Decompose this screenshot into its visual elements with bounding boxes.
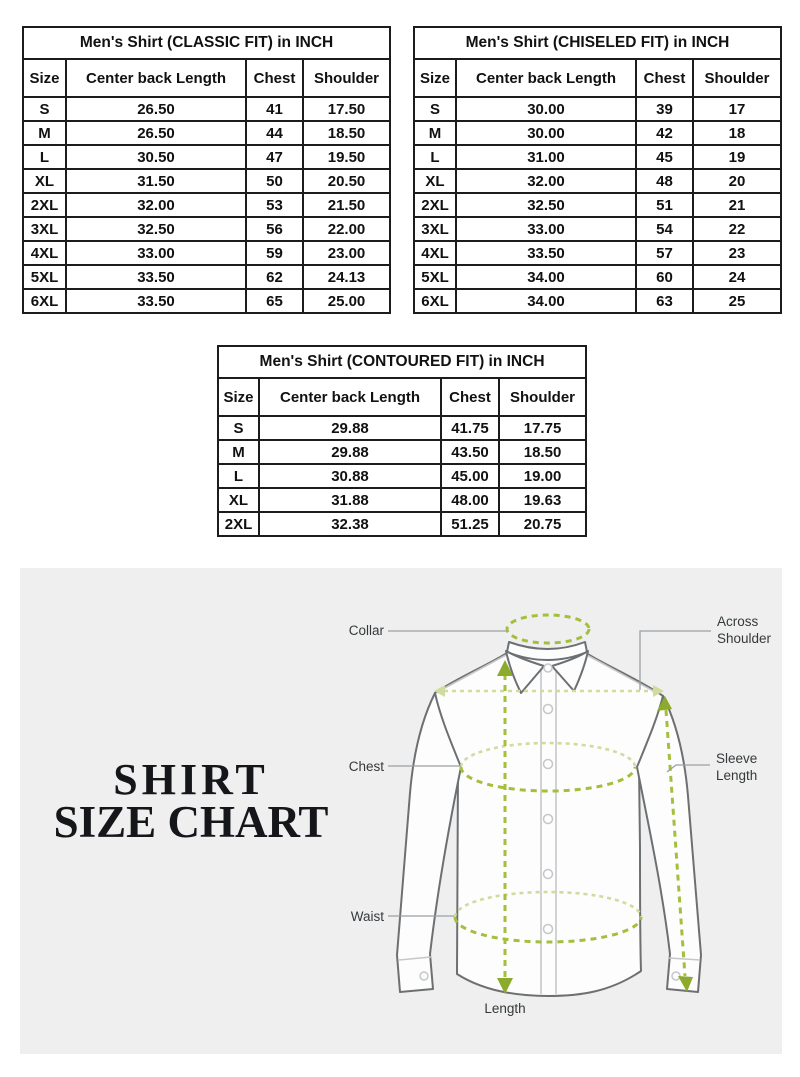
table-cell: 19.63 [499,488,586,512]
column-header: Size [218,378,259,416]
column-header: Center back Length [66,59,246,97]
table-cell: 26.50 [66,121,246,145]
table-row [414,265,781,289]
table-cell: 4XL [23,241,66,265]
table-cell: 33.50 [66,289,246,313]
table-cell: 25 [693,289,781,313]
table-cell: 23 [693,241,781,265]
table-row [23,97,390,121]
table-cell: 20 [693,169,781,193]
across-shoulder-leader [640,631,711,690]
table-cell: 59 [246,241,303,265]
table-row [414,289,781,313]
table-cell: 63 [636,289,693,313]
column-header: Shoulder [693,59,781,97]
shirt-button [544,870,553,879]
table-row [23,217,390,241]
table-row [414,217,781,241]
table-cell: 18.50 [499,440,586,464]
table-row [218,488,586,512]
shirt-diagram-panel [20,568,782,1054]
table-cell: 17.50 [303,97,390,121]
table-cell: 30.88 [259,464,441,488]
shirt-button [544,760,553,769]
table-title: Men's Shirt (CLASSIC FIT) in INCH [23,27,390,59]
table-cell: 18.50 [303,121,390,145]
table-cell: 21.50 [303,193,390,217]
table-cell: 24.13 [303,265,390,289]
across-shoulder-line1: Across [717,614,759,629]
table-cell: 32.00 [66,193,246,217]
table-cell: 2XL [23,193,66,217]
table-cell: 33.50 [66,265,246,289]
table-cell: 19.50 [303,145,390,169]
table-cell: 39 [636,97,693,121]
table-row [23,121,390,145]
table-cell: XL [218,488,259,512]
table-cell: 32.50 [66,217,246,241]
table-cell: 57 [636,241,693,265]
table-row [23,241,390,265]
table-cell: 56 [246,217,303,241]
table-title-row [218,346,586,378]
table-header-row [23,59,390,97]
table-cell: 51 [636,193,693,217]
table-cell: 31.88 [259,488,441,512]
table-cell: 33.00 [456,217,636,241]
size-table-contoured-fit [217,345,587,537]
table-cell: 62 [246,265,303,289]
table-cell: 17.75 [499,416,586,440]
chest-label: Chest [348,759,384,774]
table-cell: 45 [636,145,693,169]
table-cell: 33.50 [456,241,636,265]
table-cell: 45.00 [441,464,499,488]
table-cell: 26.50 [66,97,246,121]
table-cell: 5XL [414,265,456,289]
table-cell: 6XL [23,289,66,313]
table-row [414,169,781,193]
table-cell: XL [23,169,66,193]
table-cell: 23.00 [303,241,390,265]
table-cell: L [23,145,66,169]
column-header: Chest [441,378,499,416]
table-cell: M [23,121,66,145]
table-cell: 17 [693,97,781,121]
table-header-row [218,378,586,416]
sleeve-length-line2: Length [716,768,758,783]
shirt-button [544,705,553,714]
heading-size-chart: SIZE CHART [53,797,329,847]
sleeve-length-label [716,750,757,784]
length-label: Length [484,1001,526,1016]
table-cell: 24 [693,265,781,289]
table-cell: 25.00 [303,289,390,313]
table-cell: 2XL [218,512,259,536]
table-row [23,289,390,313]
sleeve-length-line1: Sleeve [716,751,758,766]
table-cell: 3XL [23,217,66,241]
table-cell: L [218,464,259,488]
table-title: Men's Shirt (CHISELED FIT) in INCH [414,27,781,59]
table-cell: 31.00 [456,145,636,169]
size-table-classic-fit [22,26,391,314]
table-cell: 30.00 [456,121,636,145]
table-cell: 20.75 [499,512,586,536]
table-cell: 4XL [414,241,456,265]
table-cell: M [218,440,259,464]
column-header: Shoulder [499,378,586,416]
table-cell: 50 [246,169,303,193]
diagram-heading [26,755,356,847]
table-cell: 19.00 [499,464,586,488]
table-cell: L [414,145,456,169]
table-cell: 34.00 [456,265,636,289]
table-cell: 29.88 [259,416,441,440]
table-title-row [23,27,390,59]
table-row [218,440,586,464]
collar-button [544,664,552,672]
table-cell: 48.00 [441,488,499,512]
table-row [414,241,781,265]
table-cell: 30.00 [456,97,636,121]
column-header: Size [414,59,456,97]
table-cell: 54 [636,217,693,241]
table-cell: 41 [246,97,303,121]
heading-shirt: SHIRT [113,755,269,804]
table-cell: 53 [246,193,303,217]
column-header: Center back Length [259,378,441,416]
table-cell: 51.25 [441,512,499,536]
table-cell: 6XL [414,289,456,313]
table-header-row [414,59,781,97]
column-header: Center back Length [456,59,636,97]
across-shoulder-line2: Shoulder [717,631,772,646]
table-cell: 48 [636,169,693,193]
column-header: Size [23,59,66,97]
table-cell: 5XL [23,265,66,289]
table-cell: 32.38 [259,512,441,536]
cuff-button-right [672,972,680,980]
table-row [23,169,390,193]
waist-label: Waist [350,909,384,924]
table-row [218,512,586,536]
table-cell: 21 [693,193,781,217]
table-cell: 42 [636,121,693,145]
table-cell: 2XL [414,193,456,217]
table-title-row [414,27,781,59]
table-cell: 33.00 [66,241,246,265]
table-row [218,464,586,488]
size-table-chiseled-fit [413,26,782,314]
table-cell: S [414,97,456,121]
table-cell: 60 [636,265,693,289]
table-row [414,97,781,121]
collar-measure-ellipse [507,615,589,643]
table-cell: S [23,97,66,121]
table-row [23,193,390,217]
table-cell: 20.50 [303,169,390,193]
table-cell: 65 [246,289,303,313]
table-row [414,145,781,169]
table-cell: 32.50 [456,193,636,217]
table-cell: 3XL [414,217,456,241]
table-row [414,121,781,145]
table-cell: 43.50 [441,440,499,464]
cuff-button-left [420,972,428,980]
table-cell: 30.50 [66,145,246,169]
table-row [414,193,781,217]
table-row [23,265,390,289]
table-row [218,416,586,440]
table-cell: 22.00 [303,217,390,241]
across-shoulder-label [717,613,771,647]
collar-label: Collar [348,623,384,638]
table-title: Men's Shirt (CONTOURED FIT) in INCH [218,346,586,378]
table-cell: 19 [693,145,781,169]
table-cell: 47 [246,145,303,169]
column-header: Chest [636,59,693,97]
table-cell: 41.75 [441,416,499,440]
table-cell: 29.88 [259,440,441,464]
table-cell: 31.50 [66,169,246,193]
shirt-button [544,815,553,824]
shirt-button [544,925,553,934]
table-cell: M [414,121,456,145]
table-cell: 18 [693,121,781,145]
table-row [23,145,390,169]
table-cell: 44 [246,121,303,145]
table-cell: 22 [693,217,781,241]
table-cell: 32.00 [456,169,636,193]
column-header: Chest [246,59,303,97]
table-cell: XL [414,169,456,193]
table-cell: S [218,416,259,440]
table-cell: 34.00 [456,289,636,313]
column-header: Shoulder [303,59,390,97]
